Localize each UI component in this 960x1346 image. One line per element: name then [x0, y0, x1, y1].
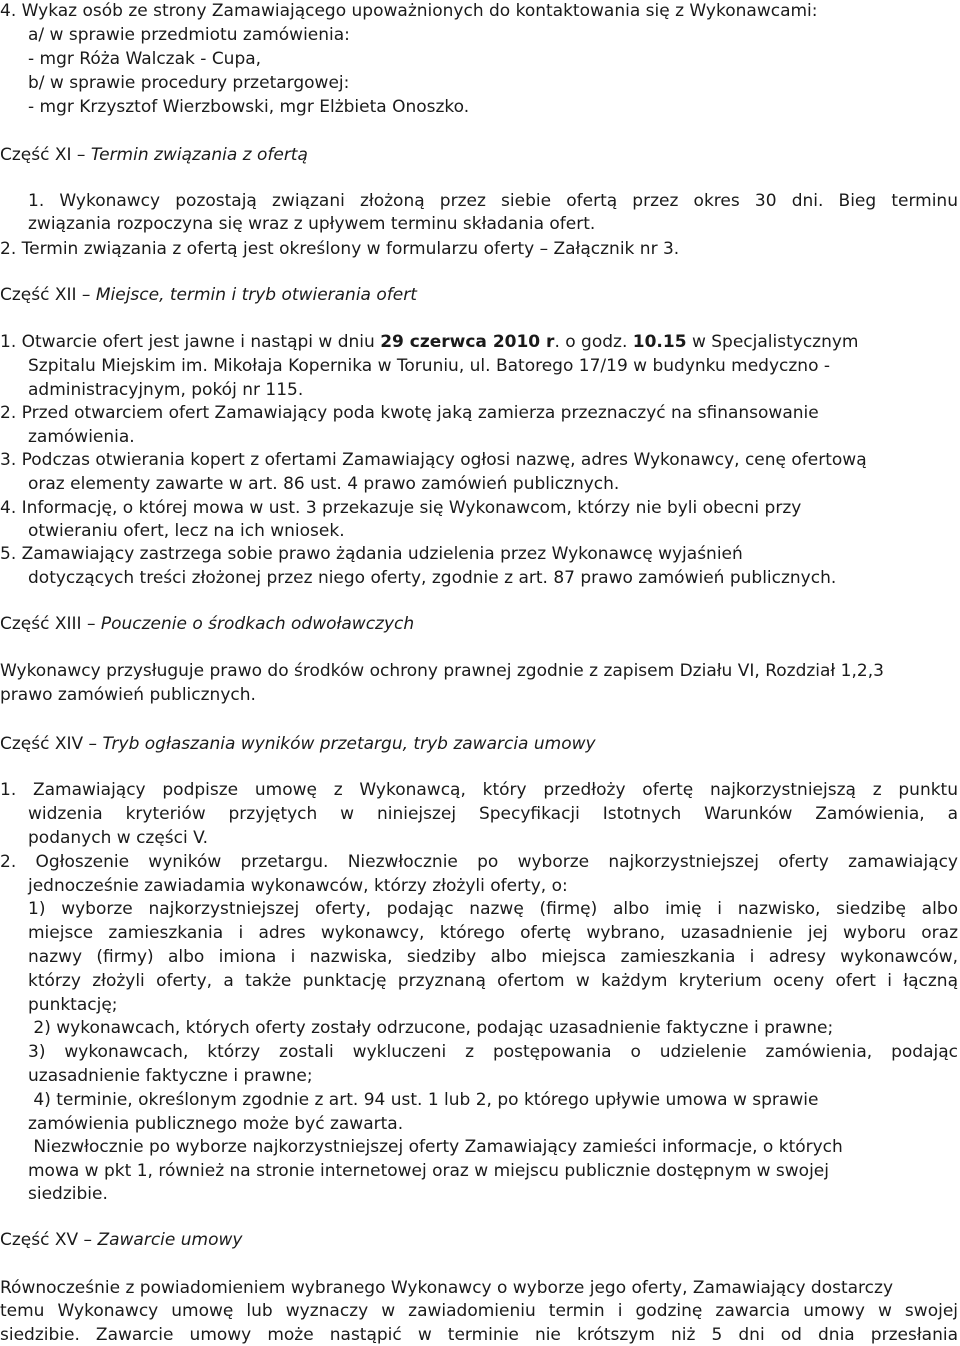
- text-line: siedzibie. Zawarcie umowy może nastąpić w terminie nie krótszym niż 5 dni od dnia przesłania: [0, 1325, 958, 1345]
- text-line: 4. Wykaz osób ze strony Zamawiającego upoważnionych do kontaktowania się z Wykonawcami:: [0, 1, 818, 21]
- text-line: zamówienia publicznego może być zawarta.: [28, 1114, 404, 1134]
- section-heading-xiii: [0, 613, 414, 635]
- text-line: związania rozpoczyna się wraz z upływem terminu składania ofert.: [28, 214, 596, 234]
- opening-time: 10.15: [632, 332, 687, 352]
- text-run: . o godz.: [554, 332, 633, 352]
- text-line: 2. Przed otwarciem ofert Zamawiający poda kwotę jaką zamierza przeznaczyć na sfinansowanie: [0, 403, 819, 423]
- heading-title: Miejsce, termin i tryb otwierania ofert: [95, 285, 417, 305]
- text-line: 2) wykonawcach, których oferty zostały odrzucone, podając uzasadnienie faktyczne i prawne;: [28, 1018, 834, 1038]
- section-heading-xii: [0, 284, 417, 306]
- text-line: jednocześnie zawiadamia wykonawców, którzy złożyli oferty, o:: [28, 876, 568, 896]
- text-line: mowa w pkt 1, również na stronie internetowej oraz w miejscu publicznie dostępnym w swojej: [28, 1161, 829, 1181]
- text-line: 2. Ogłoszenie wyników przetargu. Niezwłocznie po wyborze najkorzystniejszej oferty zamawiający: [0, 852, 958, 872]
- section-heading-xv: [0, 1229, 242, 1251]
- text-line: 3. Podczas otwierania kopert z ofertami Zamawiający ogłosi nazwę, adres Wykonawcy, cenę ofertową: [0, 450, 867, 470]
- text-line: 4) terminie, określonym zgodnie z art. 94 ust. 1 lub 2, po którego upływie umowa w sprawie: [28, 1090, 819, 1110]
- text-line: otwieraniu ofert, lecz na ich wniosek.: [28, 521, 345, 541]
- heading-prefix: Część XIII –: [0, 614, 101, 634]
- text-line: 1. Wykonawcy pozostają związani złożoną przez siebie ofertą przez okres 30 dni. Bieg terminu: [28, 191, 958, 211]
- text-line: b/ w sprawie procedury przetargowej:: [28, 73, 350, 93]
- text-line: oraz elementy zawarte w art. 86 ust. 4 prawo zamówień publicznych.: [28, 474, 620, 494]
- text-line: 3) wykonawcach, którzy zostali wykluczeni z postępowania o udzielenie zamówienia, podając: [28, 1042, 958, 1062]
- text-line: 2. Termin związania z ofertą jest określony w formularzu oferty – Załącznik nr 3.: [0, 239, 680, 259]
- opening-date: 29 czerwca 2010 r: [380, 332, 555, 352]
- text-line: uzasadnienie faktyczne i prawne;: [28, 1066, 313, 1086]
- text-line: Niezwłocznie po wyborze najkorzystniejszej oferty Zamawiający zamieści informacje, o których: [28, 1137, 843, 1157]
- text-line: 1) wyborze najkorzystniejszej oferty, podając nazwę (firmę) albo imię i nazwisko, siedzibę albo: [28, 899, 958, 919]
- text-line: temu Wykonawcy umowę lub wyznaczy w zawiadomieniu termin i godzinę zawarcia umowy w swojej: [0, 1301, 958, 1321]
- heading-prefix: Część XIV –: [0, 734, 103, 754]
- text-line: widzenia kryteriów przyjętych w niniejszej Specyfikacji Istotnych Warunków Zamówienia, a: [28, 804, 958, 824]
- text-line: [0, 331, 858, 353]
- text-line: a/ w sprawie przedmiotu zamówienia:: [28, 25, 350, 45]
- text-line: prawo zamówień publicznych.: [0, 685, 256, 705]
- heading-title: Pouczenie o środkach odwoławczych: [100, 614, 415, 634]
- text-line: 5. Zamawiający zastrzega sobie prawo żądania udzielenia przez Wykonawcę wyjaśnień: [0, 544, 743, 564]
- heading-prefix: Część XII –: [0, 285, 96, 305]
- heading-title: Zawarcie umowy: [97, 1230, 243, 1250]
- text-line: siedzibie.: [28, 1184, 108, 1204]
- text-line: Wykonawcy przysługuje prawo do środków ochrony prawnej zgodnie z zapisem Działu VI, Rozdział 1,2,3: [0, 661, 884, 681]
- text-line: podanych w części V.: [28, 828, 208, 848]
- text-line: Równocześnie z powiadomieniem wybranego Wykonawcy o wyborze jego oferty, Zamawiający dostarczy: [0, 1278, 893, 1298]
- heading-title: Termin związania z ofertą: [90, 145, 308, 165]
- section-heading-xi: [0, 144, 308, 166]
- text-line: 4. Informację, o której mowa w ust. 3 przekazuje się Wykonawcom, którzy nie byli obecni przy: [0, 498, 802, 518]
- text-run: 1. Otwarcie ofert jest jawne i nastąpi w dniu: [0, 332, 381, 352]
- text-line: zamówienia.: [28, 427, 135, 447]
- text-line: 1. Zamawiający podpisze umowę z Wykonawcą, który przedłoży ofertę najkorzystniejszą z punktu: [0, 780, 958, 800]
- text-line: administracyjnym, pokój nr 115.: [28, 380, 304, 400]
- text-line: punktację;: [28, 995, 118, 1015]
- heading-prefix: Część XV –: [0, 1230, 98, 1250]
- text-line: - mgr Krzysztof Wierzbowski, mgr Elżbieta Onoszko.: [28, 97, 470, 117]
- text-line: - mgr Róża Walczak - Cupa,: [28, 49, 262, 69]
- heading-title: Tryb ogłaszania wyników przetargu, tryb zawarcia umowy: [102, 734, 596, 754]
- section-heading-xiv: [0, 733, 596, 755]
- text-line: miejsce zamieszkania i adres wykonawcy, którego ofertę wybrano, uzasadnienie jej wyboru oraz: [28, 923, 958, 943]
- text-line: Szpitalu Miejskim im. Mikołaja Kopernika w Toruniu, ul. Batorego 17/19 w budynku medyczno -: [28, 356, 831, 376]
- text-line: nazwy (firmy) albo imiona i nazwiska, siedziby albo miejsca zamieszkania i adresy wykonawców,: [28, 947, 958, 967]
- text-line: którzy złożyli oferty, a także punktację przyznaną ofertom w każdym kryterium oceny ofert i łączną: [28, 971, 958, 991]
- text-line: dotyczących treści złożonej przez niego oferty, zgodnie z art. 87 prawo zamówień publicznych.: [28, 568, 837, 588]
- heading-prefix: Część XI –: [0, 145, 91, 165]
- text-run: w Specjalistycznym: [686, 332, 859, 352]
